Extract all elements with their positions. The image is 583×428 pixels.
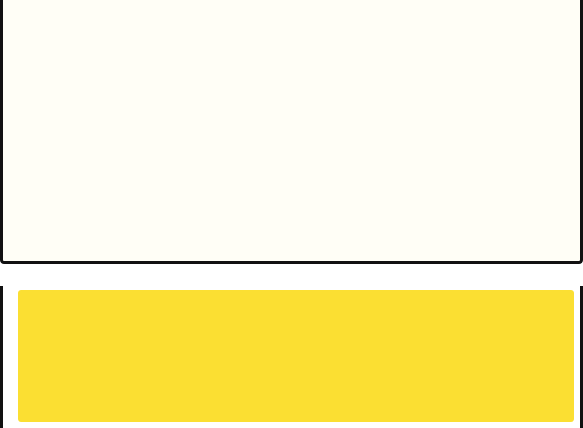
benefits-box <box>18 290 574 422</box>
